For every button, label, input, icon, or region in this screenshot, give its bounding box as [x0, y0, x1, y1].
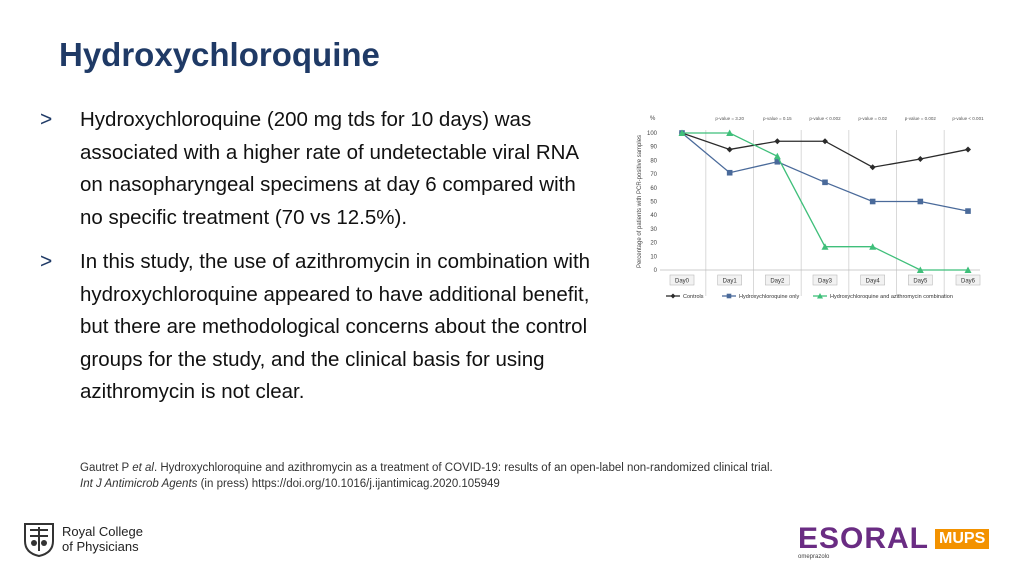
line-chart [630, 108, 990, 313]
bullet-list [40, 104, 600, 421]
series-line [682, 133, 968, 211]
data-point [774, 153, 781, 160]
ref-title: . Hydroxychloroquine and azithromycin as a treatment of COVID-19: results of an open-label non-randomized clinical trial. [153, 462, 773, 474]
data-point [918, 199, 924, 205]
bullet-marker: > [40, 250, 53, 273]
p-value-label: p-value < 0.002 [809, 116, 841, 121]
x-tick-label: Day5 [913, 278, 928, 285]
x-tick-label: Day1 [722, 278, 737, 285]
data-point [917, 156, 923, 162]
rcp-line2: of Physicians [62, 539, 139, 554]
ref-journal: Int J Antimicrob Agents [80, 478, 198, 490]
data-point [822, 180, 828, 186]
ref-authors: Gautret P [80, 462, 133, 474]
y-tick-label: 30 [650, 226, 657, 233]
bullet-text: In this study, the use of azithromycin in combination with hydroxychloroquine appeared to have additional benefit, but there are methodological concerns about the control groups for the study, and the clinical basis for using azithromycin is not clear. [80, 250, 591, 403]
data-point [727, 170, 733, 176]
x-tick-label: Day0 [674, 278, 690, 285]
legend-label: Controls [683, 294, 704, 300]
p-value-label: p-value = 0.02 [858, 116, 887, 121]
esoral-logo [798, 522, 989, 560]
x-tick-label: Day3 [817, 278, 833, 285]
y-tick-label: 40 [650, 213, 657, 220]
data-point [965, 146, 971, 152]
legend-swatch-marker [671, 294, 676, 299]
y-tick-label: 100 [646, 131, 657, 137]
ref-doi: (in press) https://doi.org/10.1016/j.ijantimicag.2020.105949 [197, 478, 500, 490]
data-point [727, 146, 733, 152]
data-point [965, 208, 971, 214]
legend-swatch-marker [727, 294, 732, 299]
rcp-logo [22, 521, 143, 557]
x-tick-label: Day4 [865, 278, 880, 285]
bullet-item [40, 246, 600, 409]
reference-citation [80, 460, 773, 492]
ref-etal: et al [132, 462, 154, 474]
data-point [870, 164, 876, 170]
bullet-item [40, 104, 600, 234]
p-value-label: p-value = 3.20 [715, 116, 744, 121]
slide-title: Hydroxychloroquine [59, 36, 380, 73]
rcp-crest-icon [22, 521, 56, 557]
y-axis-unit: % [650, 116, 656, 122]
legend-label: Hydroxychloroquine and azithromycin combination [830, 294, 953, 300]
y-tick-label: 0 [653, 268, 657, 274]
legend-label: Hydroxychloroquine only [739, 294, 800, 300]
y-tick-label: 70 [650, 172, 657, 179]
p-value-label: p-value < 0.001 [952, 116, 984, 121]
y-tick-label: 20 [650, 240, 657, 247]
esoral-subtext: omeprazolo [798, 554, 830, 560]
x-tick-label: Day6 [960, 278, 976, 285]
bullet-marker: > [40, 108, 53, 131]
data-point [822, 138, 828, 144]
series-line [682, 133, 968, 167]
mups-badge: MUPS [935, 529, 989, 549]
y-tick-label: 10 [650, 254, 657, 261]
y-tick-label: 90 [650, 144, 657, 151]
esoral-wordmark: ESORAL [798, 522, 930, 555]
bullet-text: Hydroxychloroquine (200 mg tds for 10 days) was associated with a higher rate of undetectable viral RNA on nasopharyngeal specimens at day 6 compared with no specific treatment (70 vs 12.5%). [80, 108, 578, 229]
y-axis-label: Percentage of patients with PCR-positive samples [637, 134, 643, 269]
data-point [870, 199, 876, 205]
data-point [774, 138, 780, 144]
p-value-label: p-value = 0.002 [904, 116, 936, 121]
y-tick-label: 60 [650, 185, 657, 192]
p-value-label: p-value = 0.15 [763, 116, 792, 121]
y-tick-label: 80 [650, 158, 657, 165]
x-tick-label: Day2 [770, 278, 785, 285]
rcp-line1: Royal College [62, 524, 143, 539]
y-tick-label: 50 [650, 199, 657, 206]
